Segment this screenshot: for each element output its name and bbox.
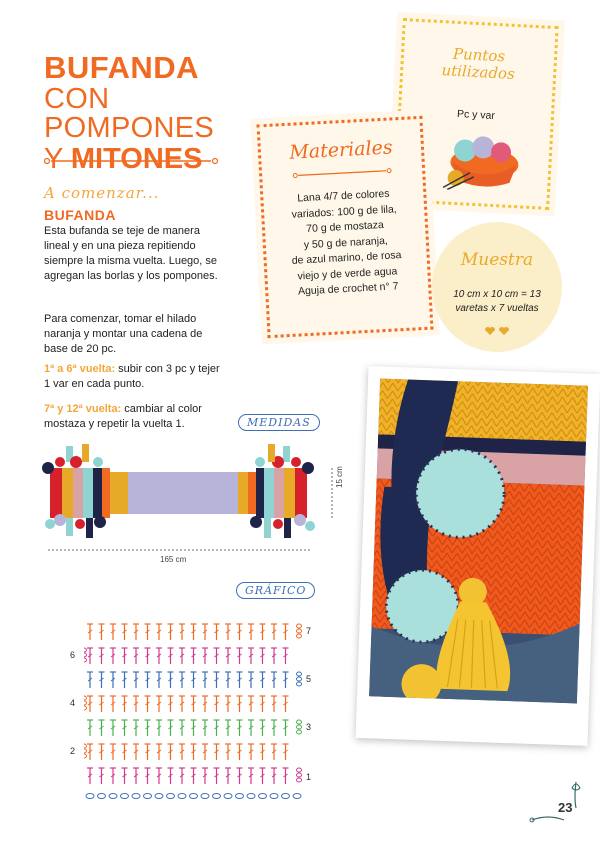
base-chain-symbol [282,794,290,799]
grafico-tag: GRÁFICO [236,582,315,599]
puntos-text: Pc y var [456,108,496,122]
base-chain-symbol [224,794,232,799]
instruction-rounds-7-12: 7ª y 12ª vuelta: cambiar al color mostaza y repetir la vuelta 1. [44,403,202,430]
chain-symbol [297,629,302,633]
chain-symbol [297,725,302,729]
chain-symbol [84,706,87,710]
base-chain-symbol [109,794,117,799]
chain-symbol [84,648,87,652]
chain-symbol [84,658,87,662]
title-line-1: BUFANDA [44,50,200,85]
muestra-badge [432,222,562,352]
base-chain-symbol [259,794,267,799]
base-chain-symbol [144,794,152,799]
title-line-3: Y MITONES [44,143,203,175]
chain-symbol [297,778,302,782]
instruction-rounds-1-6: 1ª a 6ª vuelta: subir con 3 pc y tejer 1 var en cada punto. [44,363,220,390]
base-chain-symbol [86,794,94,799]
base-chain-symbol [270,794,278,799]
intro-paragraph-1: Esta bufanda se teje de manera lineal y en una pieza repitiendo siempre la misma vuelta. Luego, se agregan las borlas y los pompones. [44,225,218,282]
materiales-title: Materiales [288,136,394,164]
muestra-text: 10 cm x 10 cm = 13 varetas x 7 vueltas [453,289,541,314]
chain-symbol [297,773,302,777]
materiales-list: Lana 4/7 de colores variados: 100 g de lila, 70 g de mostaza y 50 g de naranja, de azul marino, de rosa viejo y de verde agua Aguja de crochet n° 7 [291,187,402,298]
chain-symbol [297,720,302,724]
medidas-width-label: 165 cm [160,555,187,564]
chain-symbol [84,744,87,748]
base-chain-symbol [132,794,140,799]
base-chain-symbol [236,794,244,799]
base-chain-symbol [293,794,301,799]
title-line-2: CON POMPONES [44,83,214,144]
base-chain-symbol [178,794,186,799]
chain-symbol [84,749,87,753]
chain-symbol [84,653,87,657]
base-chain-symbol [213,794,221,799]
chain-symbol [297,682,302,686]
base-chain-symbol [155,794,163,799]
row-label-6: 6 [70,650,76,660]
intro-paragraph-2: Para comenzar, tomar el hilado naranja y montar una cadena de base de 20 pc. [44,313,203,355]
yarn-basket-icon [439,133,526,193]
chain-symbol [297,672,302,676]
puntos-title: Puntos utilizados [441,44,516,83]
chain-symbol [84,701,87,705]
heart-icon [484,326,510,336]
row-label-4: 4 [70,698,76,708]
scarf-photo [356,366,600,746]
materiales-card [257,116,434,338]
chain-symbol [297,677,302,681]
base-chain-symbol [247,794,255,799]
scarf-diagram [38,440,358,570]
crochet-chart [84,614,304,804]
chain-symbol [84,696,87,700]
bufanda-subheading: BUFANDA [44,207,116,223]
chain-symbol [297,730,302,734]
row-label-7: 7 [306,626,312,636]
muestra-title: Muestra [460,250,534,270]
row-label-2: 2 [70,746,76,756]
base-chain-symbol [201,794,209,799]
base-chain-symbol [98,794,106,799]
medidas-height-label: 15 cm [335,466,344,488]
chain-symbol [297,768,302,772]
materiales-divider [292,166,392,179]
chain-symbol [297,624,302,628]
page-number: 23 [558,800,573,815]
medidas-tag: MEDIDAS [238,414,320,431]
base-chain-symbol [121,794,129,799]
row-label-1: 1 [306,772,312,782]
chain-symbol [84,754,87,758]
row-label-5: 5 [306,674,312,684]
title-divider [44,156,218,166]
scarf-photo-image [356,366,600,746]
chain-symbol [297,634,302,638]
base-chain-symbol [167,794,175,799]
intro-heading: A comenzar... [44,184,160,202]
base-chain-symbol [190,794,198,799]
row-label-3: 3 [306,722,312,732]
